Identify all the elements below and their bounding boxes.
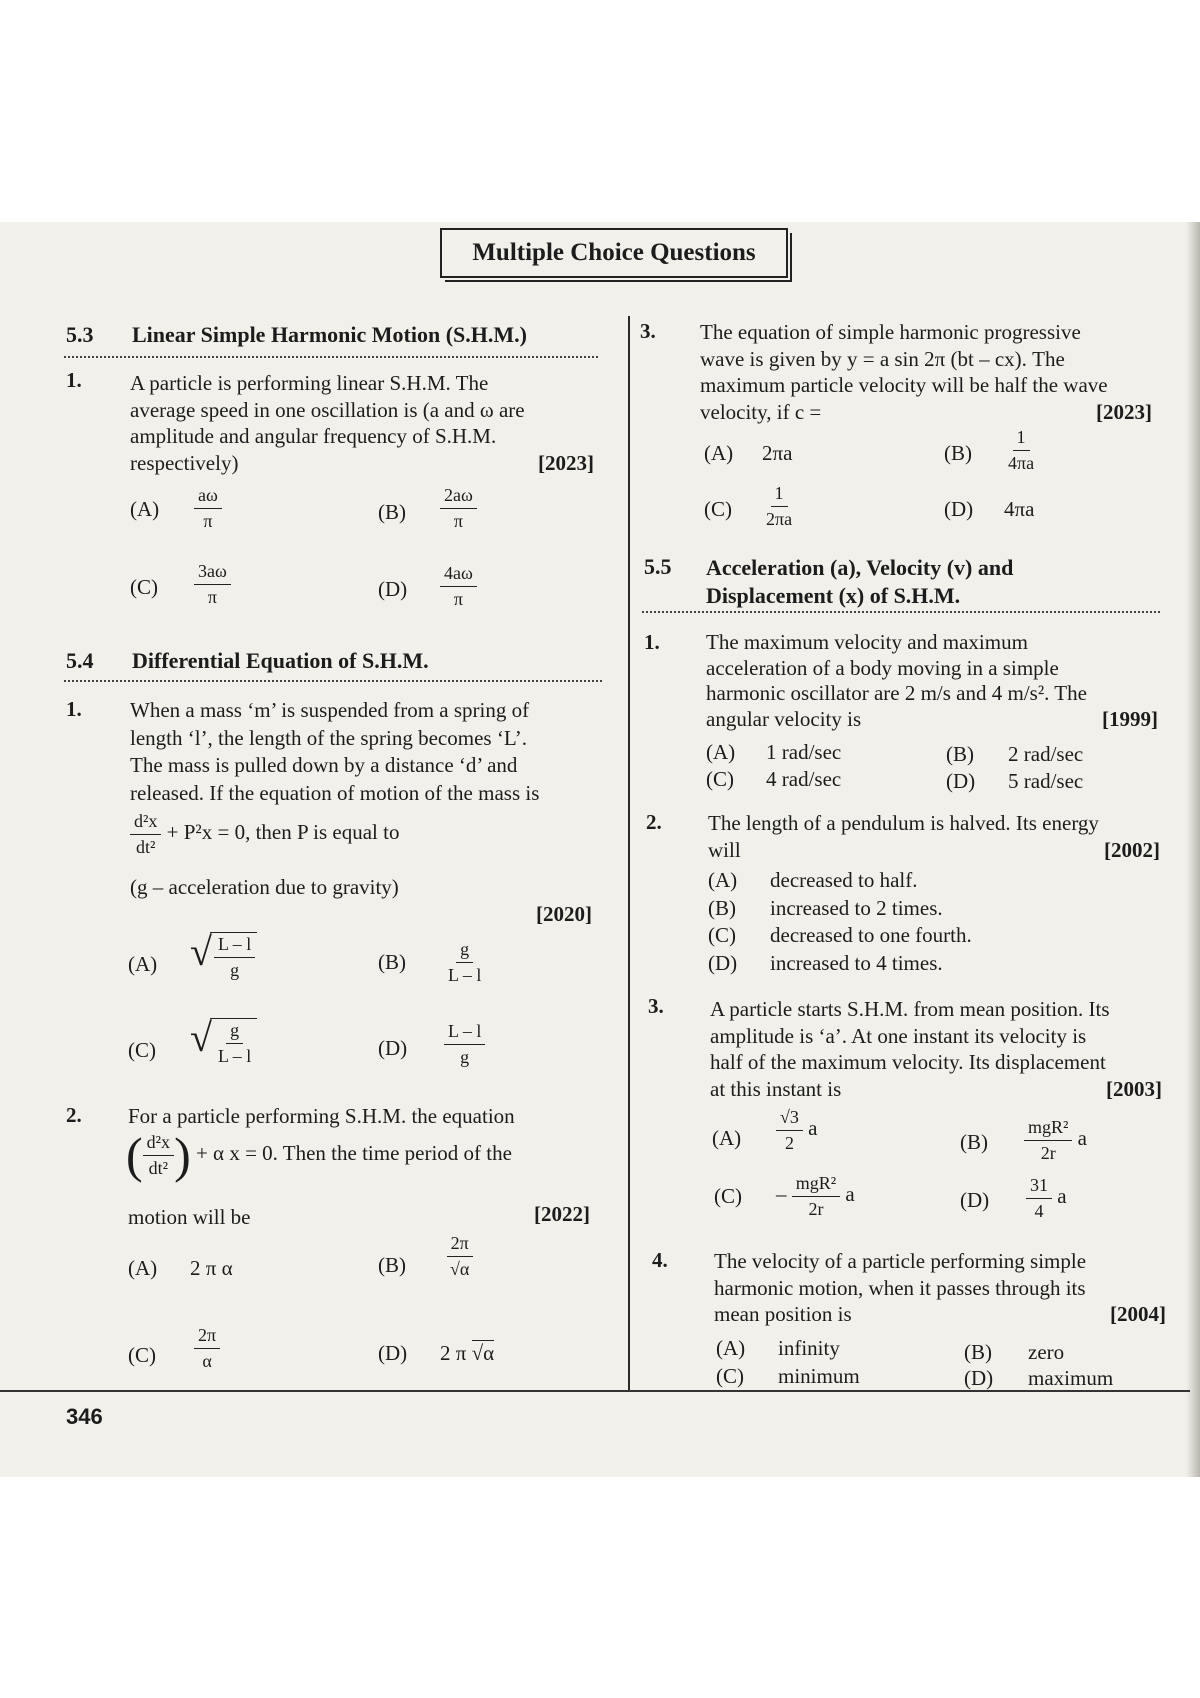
section-title <box>706 554 1156 610</box>
question-line: The equation of simple harmonic progressive <box>700 320 1081 344</box>
fraction: $\frac{3a\omega}{\pi}$ <box>194 562 231 607</box>
option-b-value: $\frac{\text{mgR²}}{2r}$ a <box>1024 1118 1087 1163</box>
option-d-value: $\frac{31}{4}$ a <box>1026 1176 1067 1221</box>
column-divider <box>628 316 630 1391</box>
option-a-label[interactable]: (A) <box>706 740 736 764</box>
fraction: $\frac{a\omega}{\pi}$ <box>194 486 222 531</box>
option-a-label[interactable]: (A) <box>716 1336 746 1360</box>
option-list <box>708 867 972 977</box>
question-note: (g – acceleration due to gravity) <box>130 875 399 899</box>
option-c[interactable]: (C) decreased to one fourth. <box>708 923 972 947</box>
option-b-value <box>440 486 477 531</box>
section-title-line: Displacement (x) of S.H.M. <box>706 583 961 608</box>
question-line: The mass is pulled down by a distance ‘d’ and <box>130 753 518 777</box>
section-number: 5.3 <box>66 322 94 347</box>
question-text <box>130 697 600 807</box>
question-number: 3. <box>640 319 656 343</box>
option-a-value <box>194 486 222 531</box>
question-line: wave is given by y = a sin 2π (bt – cx). The <box>700 346 1065 371</box>
question-number: 1. <box>66 368 82 392</box>
fraction: $\frac{2\pi}{√\alpha}$ <box>446 1234 473 1279</box>
question-number: 4. <box>652 1248 668 1272</box>
section-number: 5.4 <box>66 648 94 673</box>
option-c-value <box>190 1015 257 1066</box>
equation-text: + α x = 0. Then the time period of the <box>195 1140 512 1165</box>
page-number: 346 <box>66 1404 103 1429</box>
option-a-value: infinity <box>778 1336 840 1360</box>
question-line-text: respectively) <box>130 450 239 475</box>
year-badge: [2004] <box>1110 1302 1166 1326</box>
question-number: 2. <box>646 810 662 834</box>
section-rule <box>64 356 598 358</box>
question-text <box>714 1248 1166 1328</box>
question-line <box>714 1301 1166 1328</box>
fraction: $\frac{\text{mgR²}}{2r}$ <box>1024 1118 1072 1163</box>
question-line: amplitude is ‘a’. At one instant its velocity is <box>710 1023 1087 1048</box>
option-a-value: 1 rad/sec <box>766 740 842 764</box>
page-title-box <box>440 228 788 278</box>
question-text <box>130 370 594 476</box>
option-b-label[interactable]: (B) <box>964 1340 992 1364</box>
year-badge: [2022] <box>534 1202 590 1226</box>
option-d-label[interactable]: (D) <box>964 1366 994 1390</box>
option-c-label[interactable]: (C) <box>716 1364 744 1388</box>
option-d-value: 5 rad/sec <box>1008 769 1084 793</box>
section-rule <box>64 680 602 682</box>
section-rule <box>642 611 1160 613</box>
footer-rule <box>0 1390 1190 1392</box>
question-line: motion will be <box>128 1205 251 1229</box>
question-number: 1. <box>66 697 82 721</box>
question-line: harmonic motion, when it passes through its <box>714 1275 1086 1300</box>
fraction: $\frac{\text{d²x}}{\text{dt²}}$ <box>143 1133 174 1178</box>
fraction: $\frac{1}{4\pi a}$ <box>1008 427 1035 473</box>
fraction: $\frac{\text{d²x}}{\text{dt²}}$ <box>130 812 161 857</box>
question-text <box>710 996 1162 1102</box>
question-line-text: angular velocity is <box>706 706 862 731</box>
question-text <box>706 630 1158 732</box>
option-c-value <box>194 562 231 607</box>
question-text <box>708 810 1160 863</box>
question-line: acceleration of a body moving in a simple <box>706 655 1059 680</box>
question-line: length ‘l’, the length of the spring becomes ‘L’. <box>130 725 527 750</box>
year-badge: [1999] <box>1102 706 1158 731</box>
option-c-value <box>762 484 796 529</box>
fraction: $\frac{31}{4}$ <box>1026 1176 1052 1221</box>
section-title-line: Acceleration (a), Velocity (v) and <box>706 555 1014 580</box>
question-line: For a particle performing S.H.M. the equation <box>128 1104 515 1128</box>
year-badge: [2002] <box>1104 837 1160 862</box>
option-a-value <box>190 929 257 980</box>
fraction: $\frac{g}{L - l}$ <box>448 939 482 985</box>
question-line <box>700 399 1152 426</box>
question-line: amplitude and angular frequency of S.H.M. <box>130 424 497 448</box>
option-a-value: 2 π α <box>190 1256 233 1280</box>
question-text <box>700 319 1152 425</box>
fraction: $\frac{√3}{2}$ <box>776 1108 803 1153</box>
question-line: average speed in one oscillation is (a and ω are <box>130 397 525 422</box>
fraction: $\frac{2a\omega}{\pi}$ <box>440 486 477 531</box>
section-number: 5.5 <box>644 554 672 579</box>
option-c-label[interactable]: (C) <box>130 575 158 599</box>
question-line <box>706 707 1158 733</box>
option-b[interactable]: (B) increased to 2 times. <box>708 895 943 920</box>
option-c-value <box>194 1326 220 1371</box>
question-line <box>710 1076 1162 1103</box>
section-title: Differential Equation of S.H.M. <box>132 648 429 673</box>
page-edge-shadow <box>1186 222 1200 1477</box>
question-line <box>130 450 594 477</box>
option-b-value <box>1004 428 1038 473</box>
option-a-label[interactable]: (A) <box>128 952 158 976</box>
option-b-value: zero <box>1028 1340 1065 1364</box>
option-b-label[interactable]: (B) <box>378 950 406 974</box>
fraction: $\frac{\text{mgR²}}{2r}$ <box>792 1174 840 1219</box>
option-a-value: $\frac{√3}{2}$ a <box>776 1108 817 1153</box>
option-b-label[interactable]: (B) <box>944 441 972 465</box>
equation-of-motion: ( $\frac{\text{d²x}}{\text{dt²}}$ ) + α x = 0. Then the time period of the <box>126 1127 512 1183</box>
option-b-label[interactable]: (B) <box>378 1253 406 1277</box>
option-d-label[interactable]: (D) <box>944 497 974 521</box>
question-line: The velocity of a particle performing simple <box>714 1249 1087 1273</box>
option-d-value: 4πa <box>1004 497 1035 521</box>
equation-text: + P²x = 0, then P is equal to <box>166 820 400 845</box>
fraction: $\frac{1}{2\pi a}$ <box>766 483 793 529</box>
question-line-text: mean position is <box>714 1302 852 1326</box>
option-c-value: minimum <box>778 1364 860 1388</box>
option-c-label[interactable]: (C) <box>128 1343 156 1367</box>
question-line: maximum particle velocity will be half the wave <box>700 373 1108 397</box>
question-line <box>708 837 1160 864</box>
option-c-label[interactable]: (C) <box>706 767 734 791</box>
page-title: Multiple Choice Questions <box>472 239 756 266</box>
question-line: harmonic oscillator are 2 m/s and 4 m/s². The <box>706 681 1087 705</box>
option-d-label[interactable]: (D) <box>378 577 408 601</box>
question-number: 1. <box>644 630 660 654</box>
question-line: The length of a pendulum is halved. Its energy <box>708 811 1099 835</box>
question-line: A particle is performing linear S.H.M. The <box>130 371 489 395</box>
option-d-label[interactable]: (D) <box>960 1188 990 1212</box>
sqrt: √ $\frac{g}{L - l}$ <box>190 1018 257 1066</box>
year-badge: [2023] <box>538 450 594 475</box>
option-d-value: maximum <box>1028 1366 1114 1390</box>
option-b-value: 2 rad/sec <box>1008 742 1084 766</box>
question-line-text: at this instant is <box>710 1076 842 1101</box>
question-line: half of the maximum velocity. Its displacement <box>710 1050 1106 1074</box>
question-line: A particle starts S.H.M. from mean position. Its <box>710 997 1110 1021</box>
equation-of-motion <box>130 812 399 857</box>
question-line-text: velocity, if c = <box>700 399 822 424</box>
fraction: $\frac{L - l}{g}$ <box>444 1022 485 1067</box>
option-d-label[interactable]: (D) <box>378 1341 408 1365</box>
question-line-text: will <box>708 837 741 862</box>
option-a-value: 2πa <box>762 441 793 465</box>
option-c-label[interactable]: (C) <box>704 497 732 521</box>
option-a-label[interactable]: (A) <box>712 1126 742 1150</box>
option-d[interactable]: (D) increased to 4 times. <box>708 950 943 975</box>
option-d-value <box>444 1022 485 1067</box>
option-d-label[interactable]: (D) <box>378 1036 408 1060</box>
option-c-value: 4 rad/sec <box>766 767 842 791</box>
option-a[interactable]: (A) decreased to half. <box>708 868 918 892</box>
option-a-label[interactable]: (A) <box>130 497 160 521</box>
option-b-label[interactable]: (B) <box>960 1130 988 1154</box>
year-badge: [2020] <box>536 902 592 926</box>
option-a-label[interactable]: (A) <box>128 1256 158 1280</box>
year-badge: [2023] <box>1096 399 1152 424</box>
option-c-label[interactable]: (C) <box>714 1184 742 1208</box>
question-line: The maximum velocity and maximum <box>706 630 1028 654</box>
year-badge: [2003] <box>1106 1076 1162 1101</box>
option-d-value: 2 π √α <box>440 1341 495 1365</box>
question-number: 2. <box>66 1103 82 1127</box>
option-c-value: – $\frac{\text{mgR²}}{2r}$ a <box>776 1173 855 1219</box>
section-title: Linear Simple Harmonic Motion (S.H.M.) <box>132 322 527 347</box>
option-b-label[interactable]: (B) <box>378 500 406 524</box>
question-line: When a mass ‘m’ is suspended from a spring of <box>130 698 530 722</box>
option-b-label[interactable]: (B) <box>946 742 974 766</box>
fraction: $\frac{4a\omega}{\pi}$ <box>440 564 477 609</box>
question-number: 3. <box>648 994 664 1018</box>
option-b-value <box>446 1234 473 1279</box>
option-d-label[interactable]: (D) <box>946 769 976 793</box>
fraction: $\frac{2\pi}{\alpha}$ <box>194 1326 220 1371</box>
sqrt: √ $\frac{L - l}{g}$ <box>190 932 257 980</box>
option-d-value <box>440 564 477 609</box>
question-line: released. If the equation of motion of the mass is <box>130 780 540 805</box>
option-a-label[interactable]: (A) <box>704 441 734 465</box>
option-c-label[interactable]: (C) <box>128 1038 156 1062</box>
option-b-value <box>444 940 485 985</box>
